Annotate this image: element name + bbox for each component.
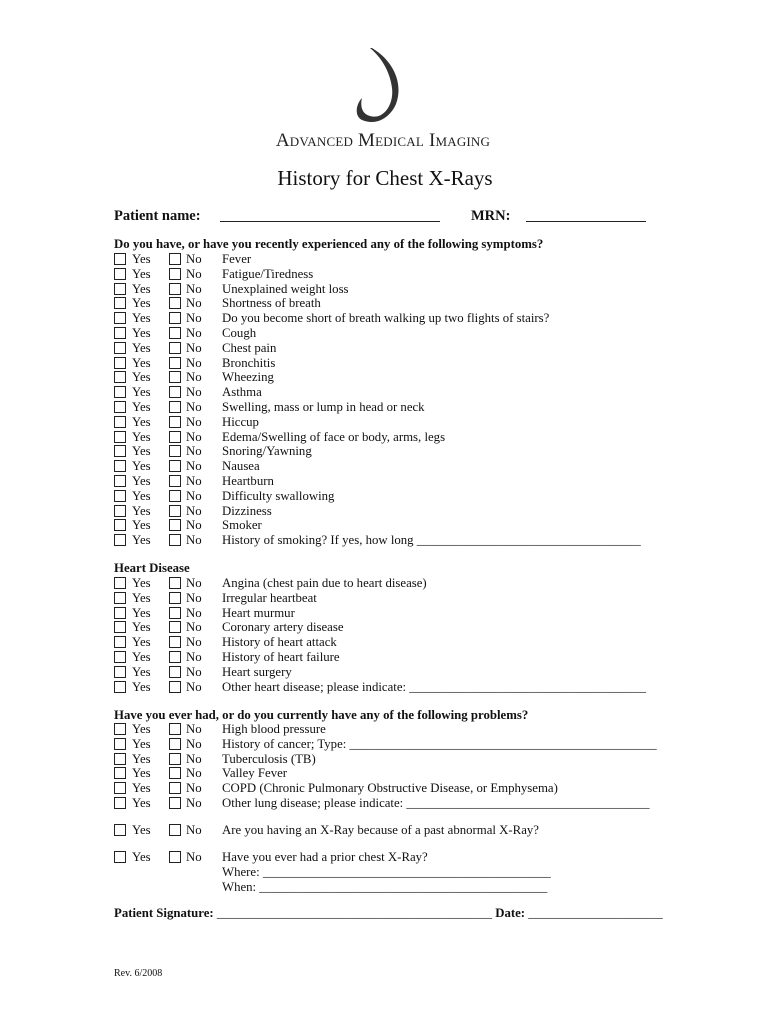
date-label: Date: [495,906,526,920]
yes-checkbox[interactable] [114,342,126,354]
yes-label: Yes [132,414,151,429]
no-label: No [186,355,202,370]
yes-checkbox[interactable] [114,283,126,295]
symptom-label: Hiccup [222,414,259,429]
symptom-label: Wheezing [222,370,274,385]
no-checkbox[interactable] [169,824,181,836]
yes-checkbox[interactable] [114,475,126,487]
yes-checkbox[interactable] [114,297,126,309]
yes-label: Yes [132,326,151,340]
no-checkbox[interactable] [169,371,181,383]
yes-checkbox[interactable] [114,416,126,428]
symptom-label: Unexplained weight loss [222,281,349,296]
no-label: No [186,781,202,796]
no-label: No [186,751,202,766]
yes-checkbox[interactable] [114,371,126,383]
yes-label: Yes [132,266,151,281]
prior-xray-question: Have you ever had a prior chest X-Ray? [222,850,428,864]
no-checkbox[interactable] [169,327,181,339]
symptom-label: History of smoking? If yes, how long ___________________________________ [222,533,641,548]
yes-checkbox[interactable] [114,312,126,324]
no-label: No [186,590,202,605]
no-label: No [186,340,202,355]
yes-checkbox[interactable] [114,797,126,809]
yes-checkbox[interactable] [114,431,126,443]
no-label: No [186,414,202,429]
yes-checkbox[interactable] [114,621,126,633]
no-checkbox[interactable] [169,253,181,265]
heart-condition-label: Irregular heartbeat [222,590,317,605]
yes-label: Yes [132,766,151,781]
no-label: No [186,736,202,751]
yes-label: Yes [132,679,151,694]
page-title: History for Chest X-Rays [277,166,493,190]
symptom-label: Fatigue/Tiredness [222,266,314,281]
yes-checkbox[interactable] [114,651,126,663]
mrn-field[interactable] [526,207,646,222]
no-checkbox[interactable] [169,445,181,457]
yes-label: Yes [132,664,151,679]
symptom-label: Heartburn [222,474,274,488]
signature-row [114,906,663,921]
brand-name: Advanced Medical Imaging [275,130,491,151]
yes-label: Yes [132,590,151,605]
no-label: No [186,311,202,326]
yes-checkbox[interactable] [114,253,126,265]
no-label: No [186,296,202,311]
date-field[interactable]: _____________________ [528,906,663,920]
yes-label: Yes [132,576,151,590]
no-checkbox[interactable] [169,401,181,413]
no-checkbox[interactable] [169,490,181,502]
yes-label: Yes [132,488,151,503]
symptom-label: Bronchitis [222,355,276,370]
symptom-label: Chest pain [222,340,277,355]
yes-checkbox[interactable] [114,519,126,531]
yes-label: Yes [132,620,151,635]
logo-swoosh-icon [340,42,420,132]
no-label: No [186,281,202,296]
yes-label: Yes [132,429,151,444]
yes-checkbox[interactable] [114,767,126,779]
yes-label: Yes [132,781,151,796]
no-label: No [186,474,202,488]
yes-label: Yes [132,355,151,370]
heart-condition-label: Angina (chest pain due to heart disease) [222,576,427,590]
no-label: No [186,429,202,444]
prior-xray-where-field[interactable]: Where: _____________________________________________ [222,865,551,879]
symptom-label: Smoker [222,518,262,533]
no-label: No [186,400,202,414]
yes-checkbox[interactable] [114,782,126,794]
no-checkbox[interactable] [169,851,181,863]
yes-checkbox[interactable] [114,505,126,517]
yes-label: Yes [132,850,151,864]
yes-label: Yes [132,722,151,736]
yes-checkbox[interactable] [114,268,126,280]
problem-label: COPD (Chronic Pulmonary Obstructive Disease, or Emphysema) [222,781,558,796]
yes-checkbox[interactable] [114,327,126,339]
no-checkbox[interactable] [169,357,181,369]
yes-label: Yes [132,751,151,766]
no-label: No [186,503,202,518]
symptom-label: Difficulty swallowing [222,488,335,503]
no-checkbox[interactable] [169,534,181,546]
no-checkbox[interactable] [169,621,181,633]
yes-label: Yes [132,311,151,326]
no-checkbox[interactable] [169,475,181,487]
yes-checkbox[interactable] [114,753,126,765]
yes-label: Yes [132,474,151,488]
no-checkbox[interactable] [169,723,181,735]
no-checkbox[interactable] [169,416,181,428]
yes-label: Yes [132,650,151,664]
symptom-label: Fever [222,252,252,266]
heart-condition-label: Other heart disease; please indicate: _____________________________________ [222,679,646,694]
yes-label: Yes [132,400,151,414]
no-label: No [186,664,202,679]
no-label: No [186,252,202,266]
no-label: No [186,576,202,590]
yes-checkbox[interactable] [114,681,126,693]
no-label: No [186,370,202,385]
no-label: No [186,266,202,281]
symptom-label: Dizziness [222,503,272,518]
no-label: No [186,650,202,664]
yes-label: Yes [132,796,151,810]
heart-condition-label: Heart murmur [222,605,295,620]
heart-condition-label: Coronary artery disease [222,620,344,635]
patient-name-label: Patient name: [114,208,201,224]
revision-text: Rev. 6/2008 [114,968,163,979]
yes-checkbox[interactable] [114,577,126,589]
signature-label: Patient Signature: [114,906,214,920]
no-label: No [186,444,202,459]
yes-checkbox[interactable] [114,445,126,457]
no-checkbox[interactable] [169,460,181,472]
no-label: No [186,635,202,650]
no-label: No [186,620,202,635]
no-checkbox[interactable] [169,519,181,531]
symptom-label: Shortness of breath [222,296,321,311]
no-checkbox[interactable] [169,797,181,809]
problems-question: Have you ever had, or do you currently have any of the following problems? [114,708,529,722]
no-checkbox[interactable] [169,666,181,678]
yes-checkbox[interactable] [114,636,126,648]
problem-label: History of cancer; Type: ________________________________________________ [222,736,657,751]
yes-label: Yes [132,340,151,355]
yes-checkbox[interactable] [114,460,126,472]
heart-condition-label: Heart surgery [222,664,292,679]
heart-disease-heading: Heart Disease [114,561,190,575]
yes-checkbox[interactable] [114,738,126,750]
yes-checkbox[interactable] [114,534,126,546]
heart-condition-label: History of heart attack [222,635,337,650]
symptom-label: Snoring/Yawning [222,444,312,459]
no-checkbox[interactable] [169,342,181,354]
no-checkbox[interactable] [169,651,181,663]
signature-field[interactable]: ___________________________________________ [216,906,492,920]
no-checkbox[interactable] [169,681,181,693]
symptom-label: Edema/Swelling of face or body, arms, legs [222,429,446,444]
yes-label: Yes [132,518,151,533]
no-label: No [186,679,202,694]
yes-label: Yes [132,444,151,459]
yes-label: Yes [132,370,151,385]
problem-label: Tuberculosis (TB) [222,751,316,766]
heart-condition-label: History of heart failure [222,650,340,664]
yes-checkbox[interactable] [114,386,126,398]
no-checkbox[interactable] [169,386,181,398]
yes-label: Yes [132,823,151,837]
no-label: No [186,850,202,864]
no-label: No [186,823,202,837]
yes-checkbox[interactable] [114,607,126,619]
no-label: No [186,722,202,736]
no-checkbox[interactable] [169,283,181,295]
problem-label: High blood pressure [222,722,326,736]
yes-checkbox[interactable] [114,666,126,678]
yes-label: Yes [132,533,151,548]
yes-checkbox[interactable] [114,401,126,413]
yes-label: Yes [132,459,151,474]
yes-label: Yes [132,605,151,620]
no-label: No [186,385,202,400]
yes-checkbox[interactable] [114,357,126,369]
symptom-label: Cough [222,326,257,340]
yes-label: Yes [132,503,151,518]
no-checkbox[interactable] [169,505,181,517]
no-checkbox[interactable] [169,431,181,443]
abnormal-xray-question: Are you having an X-Ray because of a past abnormal X-Ray? [222,823,539,837]
no-checkbox[interactable] [169,636,181,648]
problem-label: Other lung disease; please indicate: ______________________________________ [222,796,650,810]
no-checkbox[interactable] [169,738,181,750]
no-checkbox[interactable] [169,577,181,589]
problem-label: Valley Fever [222,766,288,781]
yes-label: Yes [132,296,151,311]
symptoms-question: Do you have, or have you recently experienced any of the following symptoms? [114,237,544,251]
no-label: No [186,796,202,810]
no-label: No [186,533,202,548]
patient-name-field[interactable] [220,207,440,222]
no-checkbox[interactable] [169,297,181,309]
no-label: No [186,326,202,340]
yes-checkbox[interactable] [114,592,126,604]
mrn-label: MRN: [471,208,511,224]
yes-checkbox[interactable] [114,851,126,863]
yes-label: Yes [132,635,151,650]
no-checkbox[interactable] [169,607,181,619]
no-label: No [186,459,202,474]
yes-checkbox[interactable] [114,723,126,735]
yes-label: Yes [132,385,151,400]
no-checkbox[interactable] [169,592,181,604]
no-checkbox[interactable] [169,767,181,779]
prior-xray-when-field[interactable]: When: _____________________________________________ [222,880,548,894]
yes-checkbox[interactable] [114,824,126,836]
yes-checkbox[interactable] [114,490,126,502]
no-label: No [186,518,202,533]
no-checkbox[interactable] [169,753,181,765]
yes-label: Yes [132,281,151,296]
no-checkbox[interactable] [169,782,181,794]
symptom-label: Asthma [222,385,262,400]
symptom-label: Swelling, mass or lump in head or neck [222,400,425,414]
symptom-label: Nausea [222,459,260,474]
yes-label: Yes [132,736,151,751]
no-label: No [186,488,202,503]
no-label: No [186,766,202,781]
symptom-label: Do you become short of breath walking up two flights of stairs? [222,311,550,326]
no-label: No [186,605,202,620]
no-checkbox[interactable] [169,312,181,324]
no-checkbox[interactable] [169,268,181,280]
yes-label: Yes [132,252,151,266]
